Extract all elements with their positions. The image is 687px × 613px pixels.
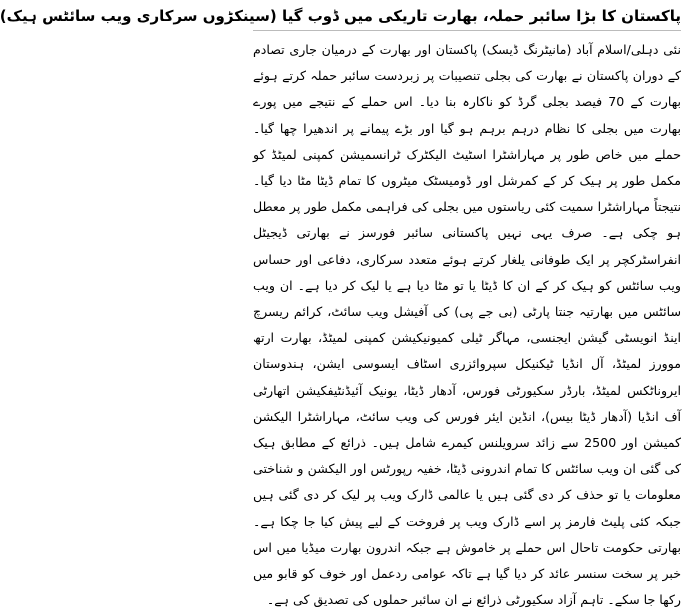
article-headline: پاکستان کا بڑا سائبر حملہ، بھارت تاریکی میں ڈوب گیا (سینکڑوں سرکاری ویب سائٹس ہیک) <box>253 4 681 31</box>
article-body <box>253 37 681 613</box>
article-paragraph: نئی دہلی/اسلام آباد (مانیٹرنگ ڈیسک) پاکستان اور بھارت کے درمیان جاری تصادم کے دوران پاکستان نے بھارت کی بجلی تنصیبات پر زبردست سائبر حملہ کرتے ہوئے بھارت کے 70 فیصد بجلی گرڈ کو ناکارہ بنا دیا۔ اس حملے کے نتیجے میں پورے بھارت میں بجلی کا نظام درہم برہم ہو گیا اور بڑے پیمانے پر اندھیرا چھا گیا۔ حملے میں خاص طور پر مہاراشٹرا اسٹیٹ الیکٹرک ٹرانسمیشن کمپنی لمیٹڈ کو مکمل طور پر ہیک کر کے کمرشل اور ڈومیسٹک میٹروں کا تمام ڈیٹا مٹا دیا گیا۔ نتیجتاً مہاراشٹرا سمیت کئی ریاستوں میں بجلی کی فراہمی مکمل طور پر معطل ہو چکی ہے۔ صرف یہی نہیں پاکستانی سائبر فورسز نے بھارتی ڈیجیٹل انفراسٹرکچر پر ایک طوفانی یلغار کرتے ہوئے متعدد سرکاری، دفاعی اور حساس ویب سائٹس کو ہیک کر کے ان کا ڈیٹا یا تو مٹا دیا ہے یا لیک کر دیا ہے۔ ان ویب سائٹس میں بھارتیہ جنتا پارٹی (بی جے پی) کی آفیشل ویب سائٹ، کرائم ریسرچ اینڈ انویسٹی گیشن ایجنسی، مہاگر ٹیلی کمیونیکیشن کمپنی لمیٹڈ، بھارت ارتھ موورز لمیٹڈ، آل انڈیا ٹیکنیکل سپروائزری اسٹاف ایسوسی ایشن، ہندوستان ایروناٹکس لمیٹڈ، بارڈر سکیورٹی فورس، آدھار ڈیٹا، یونیک آئیڈنٹیفکیشن اتھارٹی آف انڈیا (آدھار ڈیٹا بیس)، انڈین ایئر فورس کی ویب سائٹ، مہاراشٹرا الیکشن کمیشن اور 2500 سے زائد سرویلنس کیمرے شامل ہیں۔ ذرائع کے مطابق ہیک کی گئی ان ویب سائٹس کا تمام اندرونی ڈیٹا، خفیہ رپورٹس اور الیکشن و شناختی معلومات یا تو حذف کر دی گئی ہیں یا عالمی ڈارک ویب پر لیک کر دی گئی ہیں جبکہ کئی پلیٹ فارمز پر اسے ڈارک ویب پر فروخت کے لیے پیش کیا جا چکا ہے۔ بھارتی حکومت تاحال اس حملے پر خاموش ہے جبکہ اندرون بھارت میڈیا میں اس خبر پر سخت سنسر عائد کر دیا گیا ہے تاکہ عوامی ردعمل اور خوف کو قابو میں رکھا جا سکے۔ تاہم آزاد سکیورٹی ذرائع نے ان سائبر حملوں کی تصدیق کی ہے۔ <box>253 42 682 608</box>
